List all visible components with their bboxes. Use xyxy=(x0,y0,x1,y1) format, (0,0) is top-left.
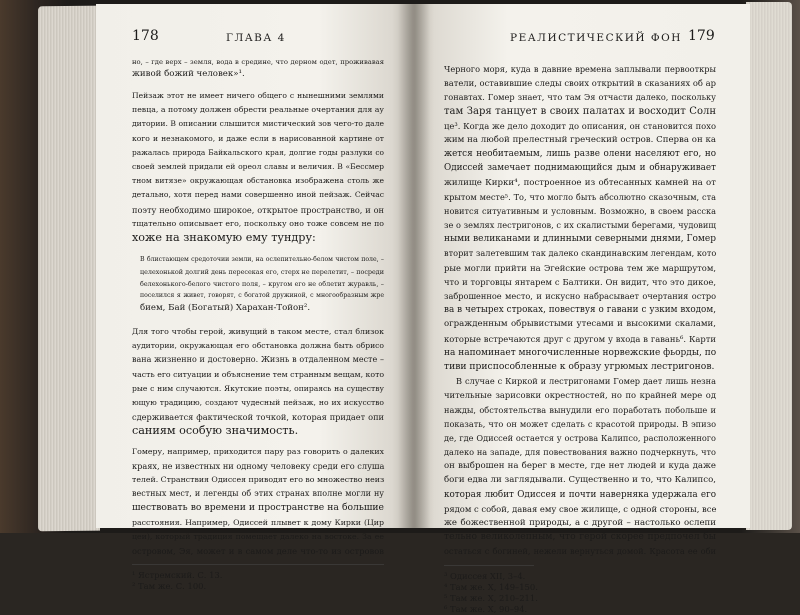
footnote-rule-right xyxy=(444,565,534,566)
right-text-block xyxy=(444,62,716,615)
paragraph-landscape: Пейзаж этот не имеет ничего общего с нынешними землями певца, а потому должен обрести реальные очертания для ау дитории. В описании слышится мистический зов чего-то дале кого и незнакомого, и даже если в нарисованной картине от ражалась природа Байкальского края, долгие годы разлуки со своей землей придали ей ореол славы и величия. В «Бессмер тном витязе» окружающая обстановка изображена столь же детально, хотя перед нами совершенно иной пейзаж. Сейчас поэту необходимо широкое, открытое пространство, и он тщательно описывает его, поскольку оно тоже совсем не по хоже на знакомую ему тундру: xyxy=(132,91,384,244)
block-quote: В блистающем средоточии земли, на ослепительно-белом чистом поле, – целехонькой долгий день пересекая его, стерх не перелетит, – посреди белехонького-белого чистого поля, – кругом его не облетит журавль, – поселился я живет, говорят, с богатой дружиной, с многообразным жре бием, Бай (Богатый) Харахан-Тойон². xyxy=(140,256,384,314)
paragraph-homer: Гомеру, например, приходится пару раз говорить о далеких краях, не известных ни одному человеку среди его слуша телей. Странствия Одиссея приводят его во множество неиз вестных мест, и легенды об этих странах вполне могли ну шествовать во времени и пространстве на большие расстояния. Например, Одиссей плывет к дому Кирки (Цир цеи), который традиция помещает далеко на востоке. За ее островом, Эя, может и в самом деле что-то из островов xyxy=(132,446,385,556)
footnotes-right: ³ Одиссея XII, 3–4. ⁴ Там же. X, 149–150. ⁵ Там же. X, 210–211. ⁶ Там же. X, 90–94. xyxy=(444,570,538,614)
left-page-number: 178 xyxy=(132,28,159,44)
right-page-number: 179 xyxy=(688,28,715,44)
left-text-block xyxy=(132,56,384,592)
footnotes-left: ¹ Ястремский. С. 13. ² Там же. С. 100. xyxy=(132,570,223,592)
paragraph-black-sea: Черного моря, куда в давние времена заплывали первооткры ватели, оставившие следы своих открытий в сказаниях об ар гонавтах. Гомер знает, что там Эя отчасти далеко, поскольку там Заря танцует в своих палатах и восходит Солн це³. Когда же дело доходит до описания, он становится похо жим на любой прелестный греческий остров. Сперва он ка жется необитаемым, лишь разве олени населяют его, но Одиссей замечает поднимающийся дым и обнаруживает жилище Кирки⁴, построенное из обтесанных камней на от крытом месте⁵. То, что могло быть абсолютно сказочным, ста новится ситуативным и условным. Возможно, в своем расска зе о землях лестригонов, с их скалистыми берегами, чудовищ ными великанами и длинными северными днями, Гомер вторит залетевшим так далеко скандинавским легендам, кото рые могли прийти на Эгейские острова тем же маршрутом, что и торговцы янтарем с Балтики. Он видит, что это дикое, заброшенное место, и искусно набрасывает очертания остро ва в четырех строках, повествуя о гавани с узким входом, огражденным обрывистыми утесами и высокими скалами, которые встречаются друг с другом у входа в гавань⁶. Карти на напоминает многочисленные норвежские фьорды, по тиви приспособленные к образу угрюмых лестригонов. xyxy=(444,64,717,372)
paragraph-kirke-calypso: В случае с Киркой и лестригонами Гомер дает лишь незна чительные зарисовки окрестностей, но по крайней мере од нажды, обстоятельства вынудили его поработать побольше и показать, что он может сделать с красотой природы. В эпизо де, где Одиссей остается у острова Калипсо, расположенного далеко на западе, для повествования важно подчеркнуть, что он выброшен на берег в месте, где нет людей и куда даже боги едва ли заглядывали. Существенно и то, что Калипсо, которая любит Одиссея и почти наверняка удержала его рядом с собой, давая ему свое жилище, с одной стороны, все же божественной природы, а с другой – настолько ослепи тельно великолепным, что герой скорее предпочел бы остаться с богиней, нежели вернуться домой. Красота ее оби xyxy=(444,376,717,557)
right-page-edges xyxy=(746,2,792,530)
footnote-rule-left xyxy=(132,564,384,565)
left-page xyxy=(96,4,414,592)
paragraph-hero: Для того чтобы герой, живущий в таком месте, стал близок аудитории, окружающая его обстановка должна быть обрисо вана жизненно и достоверно. Жизнь в отдаленном месте – часть его ситуации и объяснение тем странным вещам, кото рые с ним случаются. Якутские поэты, опираясь на существу ющую традицию, создают чудесный пейзаж, но их искусство сдерживается фактической точкой, которая придает опи саниям особую значимость. xyxy=(132,327,385,438)
verse-top: но, – где верх – земля, вода в средине, что дерном одет, проживавая живой божий человек»¹. xyxy=(132,58,384,79)
right-running-head: РЕАЛИСТИЧЕСКИЙ ФОН xyxy=(510,32,682,44)
right-page xyxy=(414,4,750,614)
left-page-edges xyxy=(38,6,100,532)
left-running-head: ГЛАВА 4 xyxy=(226,32,286,44)
